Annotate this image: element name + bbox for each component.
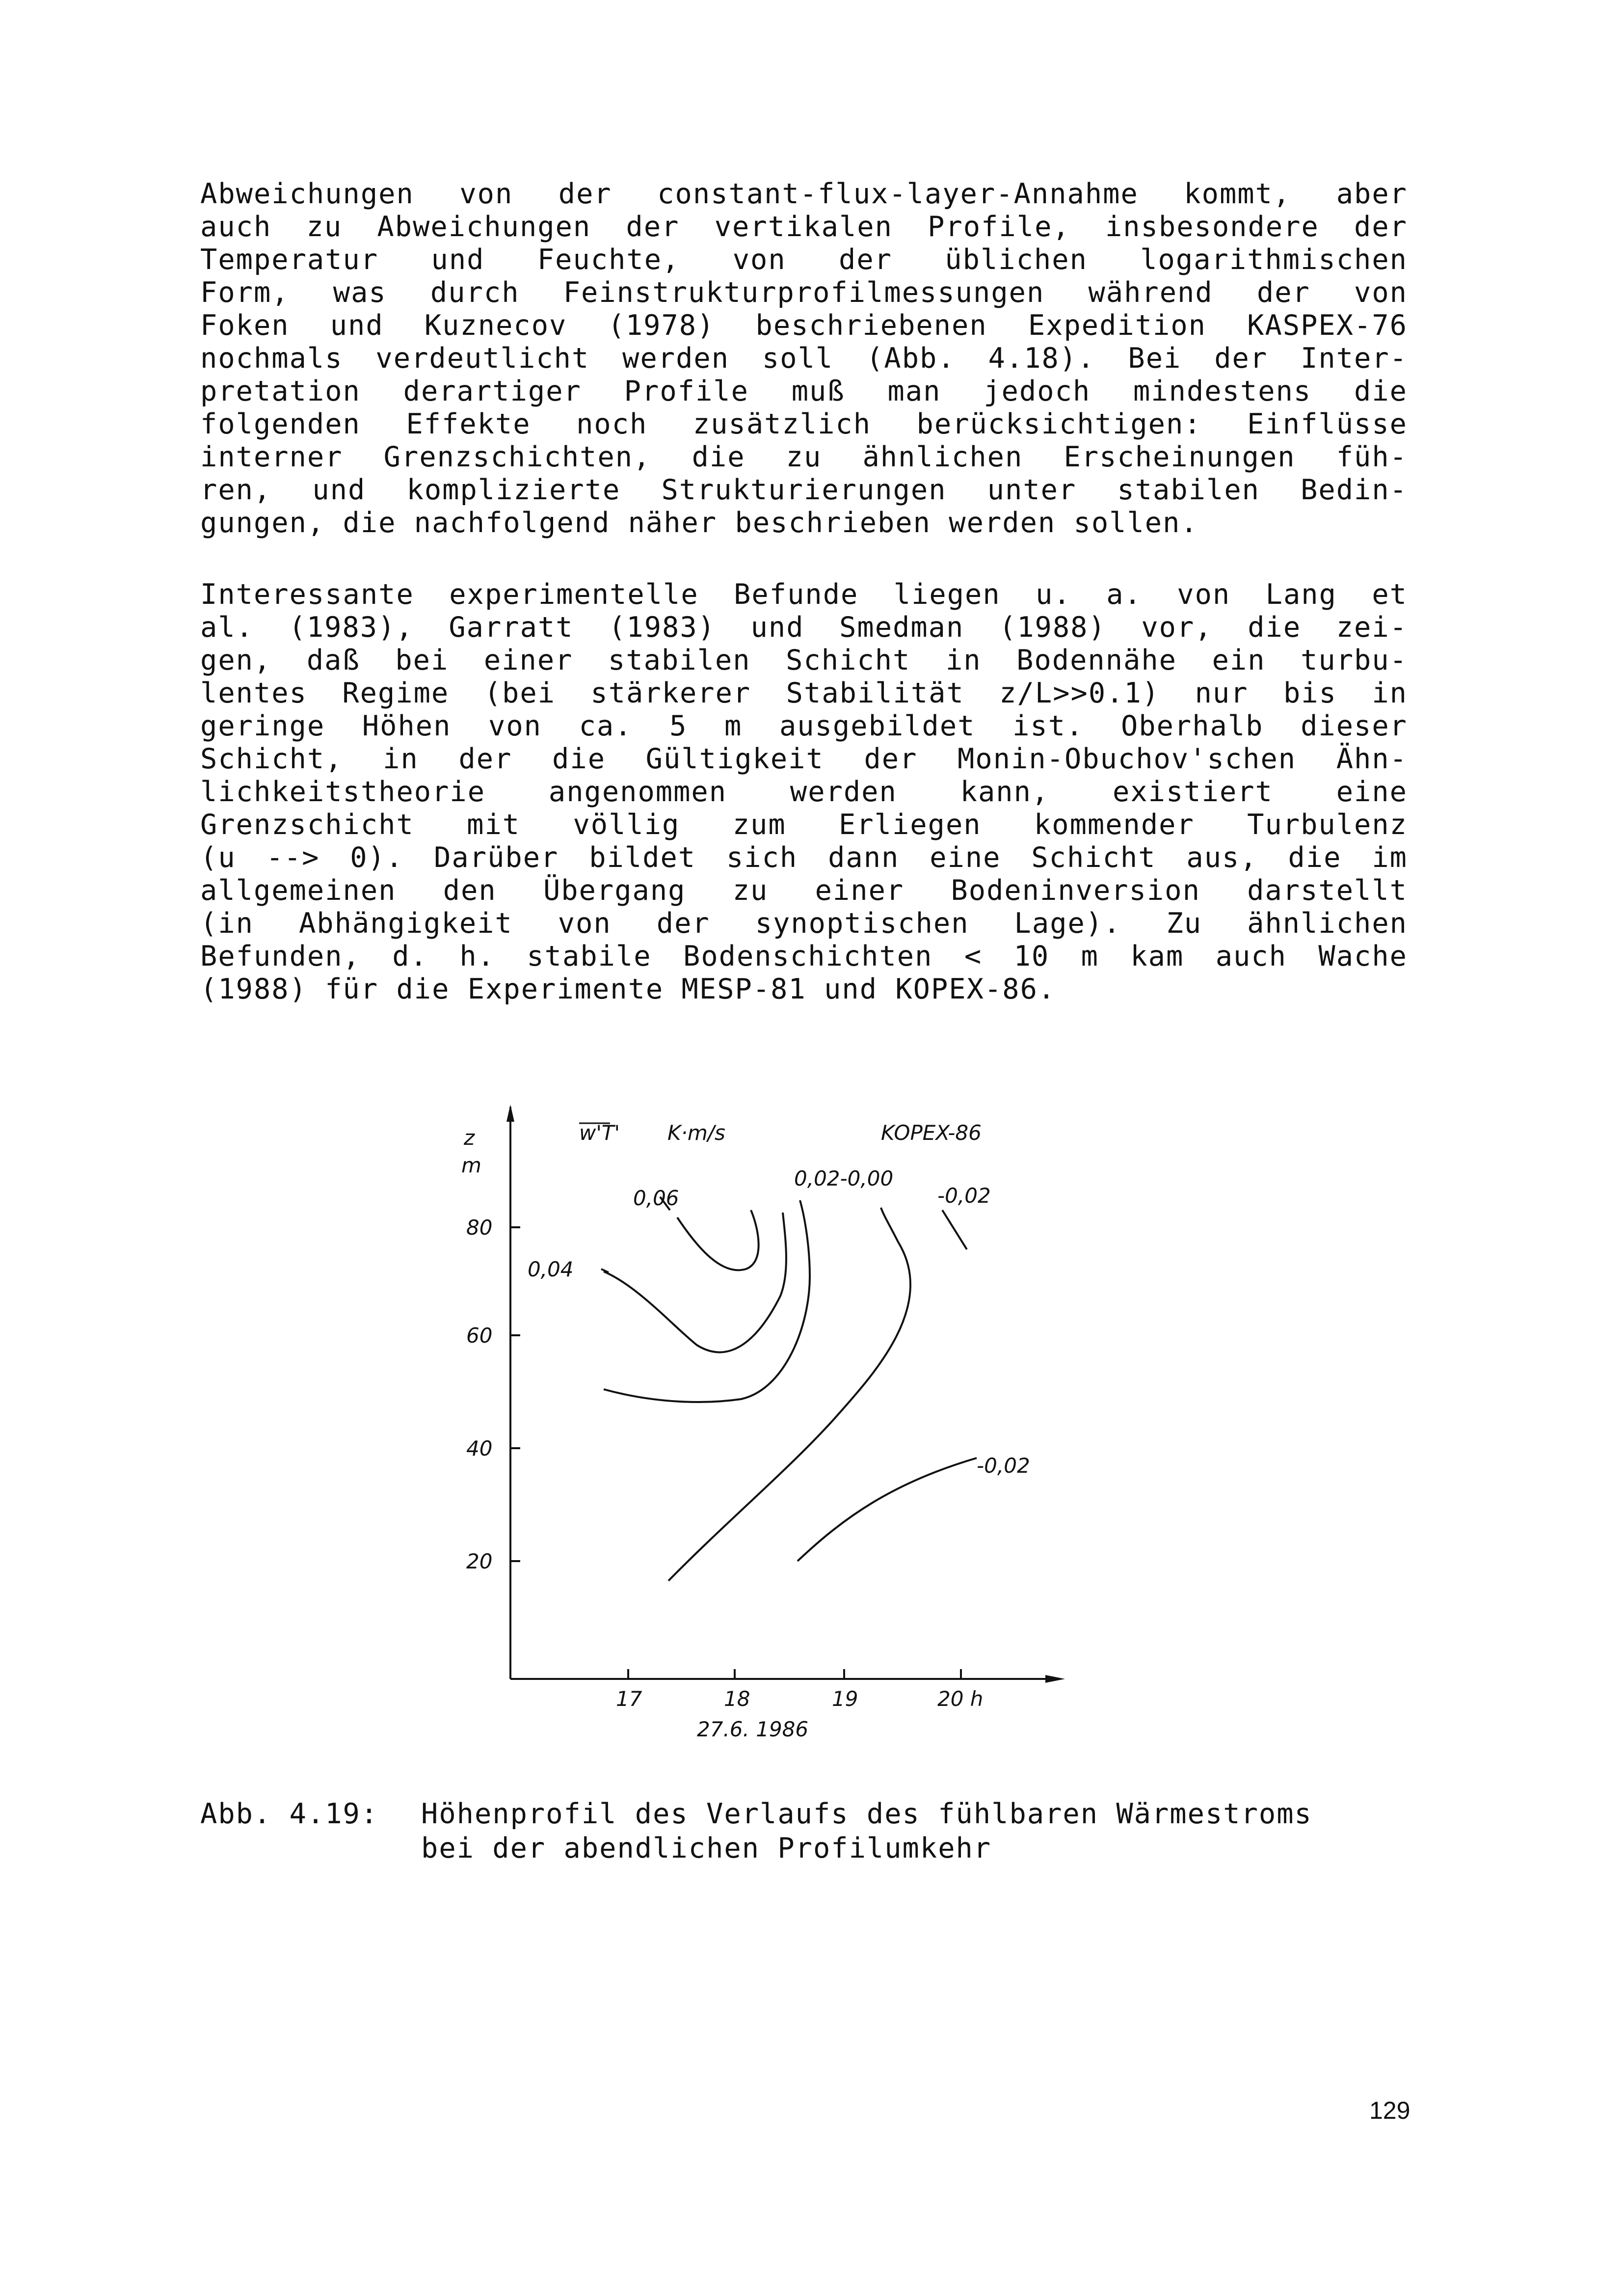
y-axis-arrow (506, 1105, 514, 1122)
text-line: lentes Regime (bei stärkerer Stabilität z/L>>0.1) nur bis in (200, 677, 1408, 709)
text-line: gen, daß bei einer stabilen Schicht in Bodennähe ein turbu- (200, 644, 1408, 676)
text-line: Grenzschicht mit völlig zum Erliegen kommender Turbulenz (200, 809, 1408, 841)
y-axis-label-unit: m (461, 1153, 481, 1177)
y-tick-label: 20 (466, 1549, 493, 1573)
contour-figure (432, 1090, 1080, 1753)
text-line: Temperatur und Feuchte, von der üblichen logarithmischen (200, 243, 1408, 276)
date-label: 27.6. 1986 (697, 1717, 809, 1741)
x-tick-label: 17 (616, 1687, 642, 1711)
quantity-label: w'T' (579, 1121, 620, 1145)
text-line: Form, was durch Feinstrukturprofilmessungen während der von (200, 276, 1408, 309)
contour-plot (432, 1090, 1080, 1753)
contour-0-00 (668, 1208, 910, 1581)
text-line: Interessante experimentelle Befunde liegen u. a. von Lang et (200, 578, 1408, 611)
text-line: geringe Höhen von ca. 5 m ausgebildet ist. Oberhalb dieser (200, 710, 1408, 742)
text-line: Befunden, d. h. stabile Bodenschichten < 10 m kam auch Wache (200, 940, 1408, 972)
y-tick-label: 40 (466, 1436, 493, 1460)
text-line: lichkeitstheorie angenommen werden kann, existiert eine (200, 776, 1408, 808)
text-line: auch zu Abweichungen der vertikalen Profile, insbesondere der (200, 211, 1408, 243)
caption-line-1: Höhenprofil des Verlaufs des fühlbaren Wärmestroms (421, 1798, 1312, 1830)
contour-0-02-outer (604, 1200, 810, 1402)
x-axis-arrow (1045, 1675, 1065, 1683)
text-line: folgenden Effekte noch zusätzlich berücksichtigen: Einflüsse (200, 408, 1408, 440)
text-line: (u --> 0). Darüber bildet sich dann eine Schicht aus, die im (200, 841, 1408, 874)
y-axis-label-z: z (464, 1126, 475, 1150)
text-line: (in Abhängigkeit von der synoptischen Lage). Zu ähnlichen (200, 907, 1408, 940)
contour-label-minus-0-02-right: -0,02 (977, 1454, 1030, 1478)
y-tick-label: 60 (466, 1324, 493, 1348)
contour-0-06 (677, 1210, 759, 1270)
contour-label-minus-0-02-top: -0,02 (937, 1184, 991, 1208)
contour-label-0-06: 0,06 (633, 1186, 679, 1210)
text-line: Abweichungen von der constant-flux-layer-Annahme kommt, aber (200, 178, 1408, 210)
text-line: interner Grenzschichten, die zu ähnlichen Erscheinungen füh- (200, 441, 1408, 473)
unit-label: K·m/s (667, 1121, 725, 1145)
text-line: allgemeinen den Übergang zu einer Bodeninversion darstellt (200, 874, 1408, 907)
paragraph-1 (200, 178, 1408, 540)
contour-label-0-02-0-00: 0,02-0,00 (794, 1166, 894, 1190)
text-line: Schicht, in der die Gültigkeit der Monin-Obuchov'schen Ähn- (200, 743, 1408, 775)
caption-line-2: bei der abendlichen Profilumkehr (421, 1832, 992, 1864)
text-line: Foken und Kuznecov (1978) beschriebenen Expedition KASPEX-76 (200, 309, 1408, 342)
text-line: (1988) für die Experimente MESP-81 und KOPEX-86. (200, 973, 1056, 1005)
paragraph-2 (200, 578, 1408, 1006)
text-line: al. (1983), Garratt (1983) und Smedman (1988) vor, die zei- (200, 611, 1408, 644)
text-line: ren, und komplizierte Strukturierungen unter stabilen Bedin- (200, 474, 1408, 506)
x-tick-label: 18 (724, 1687, 750, 1711)
x-tick-label: 20 h (937, 1687, 984, 1711)
contours (601, 1197, 977, 1581)
contour-label-0-04: 0,04 (528, 1257, 574, 1281)
page-number: 129 (1369, 2097, 1410, 2124)
contour-0-04 (604, 1213, 786, 1352)
contour-minus-0-02-lower (798, 1458, 977, 1561)
figure-caption (200, 1797, 1412, 1865)
text-line: pretation derartiger Profile muß man jedoch mindestens die (200, 375, 1408, 407)
y-tick-label: 80 (466, 1216, 493, 1240)
contour-minus-0-02-top (942, 1210, 967, 1249)
x-tick-label: 19 (832, 1687, 858, 1711)
text-line: nochmals verdeutlicht werden soll (Abb. 4.18). Bei der Inter- (200, 342, 1408, 375)
experiment-label: KOPEX-86 (881, 1121, 982, 1145)
caption-number: Abb. 4.19: (200, 1798, 379, 1830)
text-line: gungen, die nachfolgend näher beschrieben werden sollen. (200, 507, 1198, 539)
